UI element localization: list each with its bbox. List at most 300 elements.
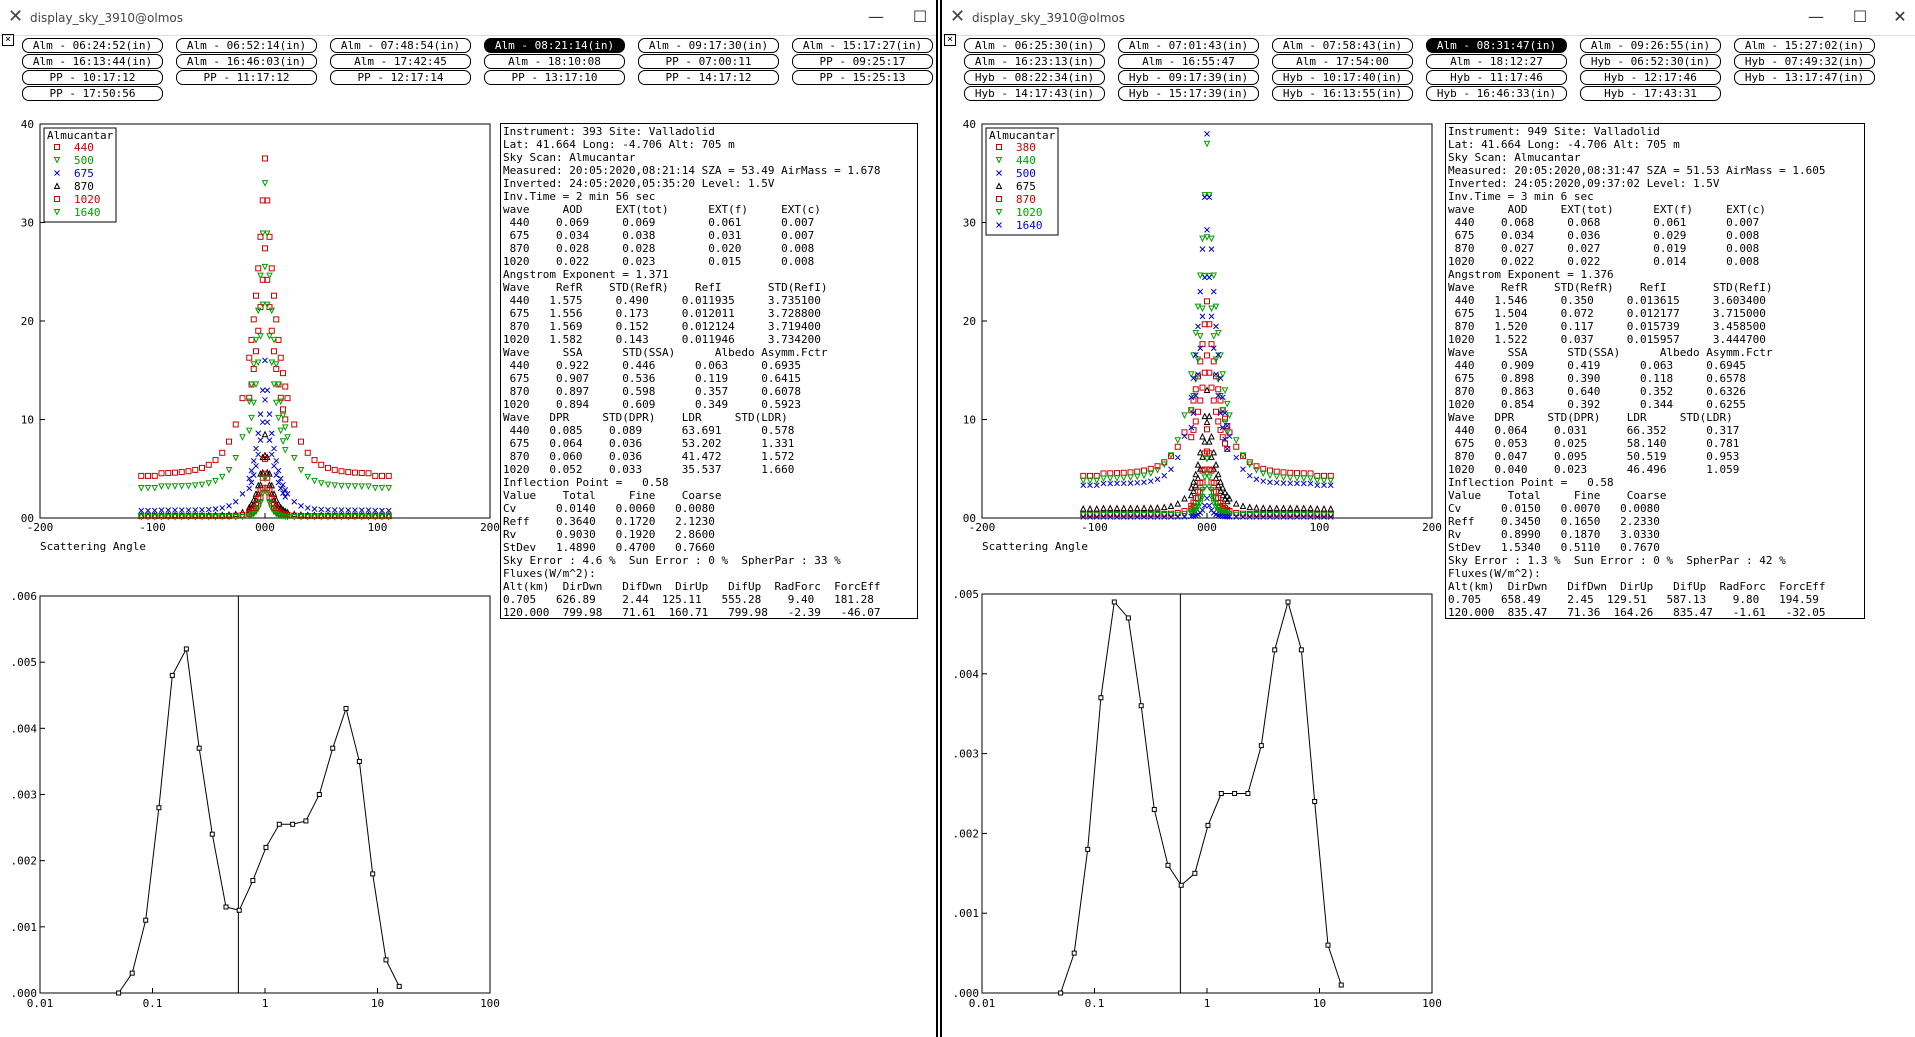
info-line: 675 1.504 0.072 0.012177 3.715000 <box>1448 307 1766 320</box>
scan-button[interactable]: Hyb - 12:17:46 <box>1580 70 1721 85</box>
data-point <box>1169 515 1174 520</box>
data-point <box>1233 792 1237 796</box>
data-point <box>256 266 261 271</box>
data-point <box>1274 506 1279 511</box>
close-corner-icon[interactable]: × <box>2 34 14 46</box>
info-line: Wave RefR STD(RefR) RefI STD(RefI) <box>503 281 828 294</box>
data-point <box>380 486 385 491</box>
data-point <box>263 181 268 186</box>
data-point <box>1175 455 1180 460</box>
data-point <box>1202 195 1207 200</box>
y-tick-label: 40 <box>962 118 976 131</box>
data-point <box>213 478 218 483</box>
info-line: 1020 1.582 0.143 0.011946 3.734200 <box>503 333 821 346</box>
legend-entry: 380 <box>1016 141 1036 154</box>
series-500 <box>139 181 392 491</box>
data-point <box>1214 409 1219 414</box>
data-point <box>1308 506 1313 511</box>
data-point <box>331 746 335 750</box>
data-point <box>263 264 268 269</box>
data-point <box>1207 439 1212 444</box>
data-point <box>1121 481 1126 486</box>
data-point <box>1081 506 1086 511</box>
data-point <box>1241 467 1246 472</box>
scan-button[interactable]: PP - 17:50:56 <box>22 86 163 101</box>
scan-button[interactable]: PP - 09:25:17 <box>792 54 933 69</box>
legend-entry: 870 <box>1016 193 1036 206</box>
info-line: Sky Error : 1.3 % Sun Error : 0 % SpherPar : 42 % <box>1448 554 1786 567</box>
y-tick-label: .000 <box>10 987 37 1000</box>
data-point <box>1135 474 1140 479</box>
legend-title: Almucantar <box>989 129 1056 142</box>
data-point <box>159 471 164 476</box>
data-point <box>1295 476 1300 481</box>
scan-button[interactable]: Alm - 16:55:47 <box>1118 54 1259 69</box>
data-point <box>274 458 279 463</box>
titlebar[interactable] <box>0 0 936 36</box>
legend-entry: 1640 <box>74 206 101 219</box>
data-point <box>240 396 245 401</box>
data-point <box>1162 515 1167 520</box>
info-line: Angstrom Exponent = 1.371 <box>503 268 669 281</box>
data-point <box>281 371 286 376</box>
data-point <box>1175 501 1180 506</box>
x11-logo-icon: ✕ <box>8 6 24 27</box>
data-point <box>1308 471 1313 476</box>
data-point <box>263 358 268 363</box>
data-point <box>1101 476 1106 481</box>
data-point <box>1099 696 1103 700</box>
info-line: 870 0.863 0.640 0.352 0.6326 <box>1448 385 1747 398</box>
minimize-icon[interactable]: — <box>1808 7 1824 26</box>
scan-button[interactable]: Hyb - 14:17:43(in) <box>964 86 1105 101</box>
data-point <box>339 469 344 474</box>
sky-radiance-chart <box>942 118 1442 558</box>
info-line: Sky Scan: Almucantar <box>1448 151 1581 164</box>
data-point <box>380 473 385 478</box>
data-point <box>1288 470 1293 475</box>
data-point <box>251 458 256 463</box>
plot-frame <box>40 596 490 993</box>
scan-button[interactable]: Hyb - 17:43:31 <box>1580 86 1721 101</box>
data-point <box>1299 648 1303 652</box>
data-point <box>1261 479 1266 484</box>
scan-button[interactable]: Alm - 16:13:44(in) <box>22 54 163 69</box>
info-line: 440 0.909 0.419 0.063 0.6945 <box>1448 359 1747 372</box>
inversion-info-panel <box>500 123 918 619</box>
info-line: 870 0.027 0.027 0.019 0.008 <box>1448 242 1760 255</box>
data-point <box>1241 503 1246 508</box>
x11-logo-icon: ✕ <box>950 6 966 27</box>
data-point <box>299 503 304 508</box>
x-tick-label: 1 <box>1203 997 1211 1010</box>
data-point <box>233 499 238 504</box>
data-point <box>277 822 281 826</box>
data-point <box>1225 446 1230 451</box>
info-line: 1020 0.894 0.609 0.349 0.5923 <box>503 398 802 411</box>
data-point <box>312 458 317 463</box>
y-tick-label: 10 <box>962 413 976 427</box>
info-line: 440 0.922 0.446 0.063 0.6935 <box>503 359 802 372</box>
scan-button[interactable]: PP - 07:00:11 <box>638 54 779 69</box>
data-point <box>1207 475 1212 480</box>
data-point <box>1247 505 1252 510</box>
data-point <box>247 428 252 433</box>
scan-button[interactable]: Hyb - 16:13:55(in) <box>1272 86 1413 101</box>
info-line: Wave SSA STD(SSA) Albedo Asymm.Fctr <box>503 346 828 359</box>
data-point <box>117 991 121 995</box>
data-point <box>1196 324 1201 329</box>
info-line: 440 0.069 0.069 0.061 0.007 <box>503 216 815 229</box>
data-point <box>1202 439 1207 444</box>
data-point <box>1281 506 1286 511</box>
data-point <box>1326 943 1330 947</box>
scan-button[interactable]: Alm - 08:21:14(in) <box>484 38 625 53</box>
info-line: 675 1.556 0.173 0.012011 3.728800 <box>503 307 821 320</box>
y-tick-label: 20 <box>20 315 34 328</box>
data-point <box>264 845 268 849</box>
info-line: 1020 0.052 0.033 35.537 1.660 <box>503 463 795 476</box>
sky-radiance-chart <box>0 118 500 558</box>
data-point <box>272 349 277 354</box>
data-point <box>1108 506 1113 511</box>
scan-button[interactable]: Alm - 09:17:30(in) <box>638 38 779 53</box>
scan-button[interactable]: Alm - 16:23:13(in) <box>964 54 1105 69</box>
scan-button[interactable]: PP - 12:17:14 <box>330 70 471 85</box>
data-point <box>166 484 171 489</box>
data-point <box>1209 385 1214 390</box>
titlebar[interactable] <box>942 0 1915 36</box>
data-point <box>152 486 157 491</box>
data-point <box>200 482 205 487</box>
minimize-icon[interactable]: — <box>868 7 884 26</box>
scan-button[interactable]: Hyb - 16:46:33(in) <box>1426 86 1567 101</box>
scan-button[interactable]: Hyb - 07:49:32(in) <box>1734 54 1875 69</box>
data-point <box>285 396 290 401</box>
info-line: Reff 0.3640 0.1720 2.1230 <box>503 515 715 528</box>
data-point <box>1216 387 1221 392</box>
data-point <box>1115 471 1120 476</box>
data-point <box>144 918 148 922</box>
legend-entry: 1640 <box>1016 219 1043 232</box>
data-point <box>1209 236 1214 241</box>
data-point <box>272 446 277 451</box>
series-1020 <box>139 456 392 518</box>
data-point <box>1135 469 1140 474</box>
scan-button[interactable]: Alm - 16:46:03(in) <box>176 54 317 69</box>
data-point <box>1281 475 1286 480</box>
data-point <box>1234 455 1239 460</box>
data-point <box>258 438 263 443</box>
info-line: 675 0.907 0.536 0.119 0.6415 <box>503 372 802 385</box>
info-line: Inflection Point = 0.58 <box>503 476 669 489</box>
data-point <box>1295 471 1300 476</box>
data-point <box>274 317 279 322</box>
scan-button[interactable]: Alm - 18:12:27 <box>1426 54 1567 69</box>
scan-button[interactable]: Alm - 15:17:27(in) <box>792 38 933 53</box>
window-title: display_sky_3910@olmos <box>972 11 1125 25</box>
data-point <box>1086 847 1090 851</box>
info-line: 870 0.047 0.095 50.519 0.953 <box>1448 450 1740 463</box>
x-tick-label: 0.01 <box>968 997 996 1010</box>
scan-button[interactable]: Alm - 08:31:47(in) <box>1426 38 1567 53</box>
y-tick-label: .003 <box>952 747 979 761</box>
info-line: Wave DPR STD(DPR) LDR STD(LDR) <box>503 411 788 424</box>
y-tick-label: 00 <box>962 512 976 525</box>
data-point <box>256 328 261 333</box>
data-point <box>1288 481 1293 486</box>
data-point <box>1259 744 1263 748</box>
data-point <box>1142 506 1147 511</box>
data-point <box>227 467 232 472</box>
scan-button[interactable]: Hyb - 10:17:40(in) <box>1272 70 1413 85</box>
data-point <box>263 432 268 437</box>
scan-button[interactable]: Alm - 06:52:14(in) <box>176 38 317 53</box>
info-line: 675 0.053 0.025 58.140 0.781 <box>1448 437 1740 450</box>
data-point <box>1216 419 1221 424</box>
data-point <box>1301 471 1306 476</box>
data-point <box>139 473 144 478</box>
info-line: 1020 0.854 0.392 0.344 0.6255 <box>1448 398 1747 411</box>
scan-button[interactable]: Hyb - 08:22:34(in) <box>964 70 1105 85</box>
data-point <box>366 471 371 476</box>
data-point <box>292 422 297 427</box>
data-point <box>260 420 265 425</box>
data-point <box>1121 470 1126 475</box>
data-point <box>1308 476 1313 481</box>
data-point <box>1175 444 1180 449</box>
data-point <box>1214 324 1219 329</box>
data-point <box>269 452 274 457</box>
data-point <box>1135 506 1140 511</box>
data-point <box>258 412 263 417</box>
legend-entry: 870 <box>74 180 94 193</box>
data-point <box>1268 506 1273 511</box>
x-tick-label: -100 <box>139 521 166 534</box>
data-point <box>170 673 174 677</box>
data-point <box>1193 387 1198 392</box>
info-line: Inv.Time = 3 min 6 sec <box>1448 190 1594 203</box>
scan-button[interactable]: Alm - 17:42:45 <box>330 54 471 69</box>
data-point <box>1234 444 1239 449</box>
y-tick-label: .001 <box>952 907 979 921</box>
legend-entry: 675 <box>74 167 94 180</box>
data-point <box>1225 401 1230 406</box>
maximize-icon[interactable]: ☐ <box>912 7 928 26</box>
y-tick-label: .003 <box>10 788 37 802</box>
data-point <box>1142 473 1147 478</box>
x-tick-label: 100 <box>367 521 388 534</box>
y-tick-label: .004 <box>10 722 37 736</box>
data-point <box>260 231 265 236</box>
data-point <box>1182 514 1187 519</box>
info-line: Measured: 20:05:2020,08:21:14 SZA = 53.49 AirMass = 1.678 <box>503 164 881 177</box>
y-tick-label: .004 <box>952 667 979 681</box>
data-point <box>1301 476 1306 481</box>
data-point <box>206 481 211 486</box>
data-point <box>1200 385 1205 390</box>
legend-entry: 675 <box>1016 180 1036 193</box>
data-point <box>193 467 198 472</box>
scan-button[interactable]: Alm - 18:10:08 <box>484 54 625 69</box>
data-point <box>326 465 331 470</box>
data-point <box>353 470 358 475</box>
y-tick-label: .002 <box>952 827 979 841</box>
data-point <box>1205 299 1210 304</box>
data-point <box>1162 505 1167 510</box>
info-line: Rv 0.9030 0.1920 2.8600 <box>503 528 715 541</box>
scan-button[interactable]: Hyb - 09:17:39(in) <box>1118 70 1259 85</box>
scan-button[interactable]: Hyb - 06:52:30(in) <box>1580 54 1721 69</box>
size-distribution-chart <box>0 590 500 1015</box>
data-point <box>139 486 144 491</box>
data-point <box>256 452 261 457</box>
data-point <box>173 470 178 475</box>
data-point <box>1254 505 1259 510</box>
legend-entry: 440 <box>1016 154 1036 167</box>
y-tick-label: 10 <box>20 413 34 427</box>
scan-button[interactable]: PP - 11:17:12 <box>176 70 317 85</box>
scan-button[interactable]: Alm - 06:24:52(in) <box>22 38 163 53</box>
scan-button[interactable]: PP - 14:17:12 <box>638 70 779 85</box>
info-line: 1020 0.022 0.022 0.014 0.008 <box>1448 255 1760 268</box>
info-line: 440 0.064 0.031 66.352 0.317 <box>1448 424 1740 437</box>
x-tick-label: 1 <box>261 997 269 1010</box>
data-point <box>1193 331 1198 336</box>
data-point <box>267 438 272 443</box>
legend-entry: 500 <box>74 154 94 167</box>
scan-button[interactable]: Hyb - 15:17:39(in) <box>1118 86 1259 101</box>
data-point <box>1182 413 1187 418</box>
info-line: Fluxes(W/m^2): <box>1448 567 1541 580</box>
data-point <box>359 470 364 475</box>
scan-button[interactable]: Alm - 09:26:55(in) <box>1580 38 1721 53</box>
data-point <box>1209 247 1214 252</box>
data-point <box>193 483 198 488</box>
data-point <box>1209 306 1214 311</box>
scan-button[interactable]: Alm - 17:54:00 <box>1272 54 1413 69</box>
data-point <box>373 473 378 478</box>
data-point <box>1088 506 1093 511</box>
data-point <box>1200 434 1205 439</box>
data-point <box>1205 235 1210 240</box>
data-point <box>299 467 304 472</box>
scan-button[interactable]: Alm - 07:01:43(in) <box>1118 38 1259 53</box>
data-point <box>1295 506 1300 511</box>
data-point <box>1214 304 1219 309</box>
data-point <box>227 439 232 444</box>
scan-button[interactable]: PP - 10:17:12 <box>22 70 163 85</box>
scan-button[interactable]: PP - 15:25:13 <box>792 70 933 85</box>
data-point <box>1182 496 1187 501</box>
data-point <box>1200 236 1205 241</box>
info-line: 870 1.520 0.117 0.015739 3.458500 <box>1448 320 1766 333</box>
data-point <box>332 483 337 488</box>
data-point <box>213 506 218 511</box>
legend <box>986 128 1058 235</box>
data-point <box>276 337 281 342</box>
data-point <box>1315 506 1320 511</box>
data-point <box>346 484 351 489</box>
info-line: Fluxes(W/m^2): <box>503 567 596 580</box>
info-line: 0.705 626.89 2.44 125.11 555.28 9.40 181.28 <box>503 593 874 606</box>
data-point <box>339 483 344 488</box>
data-point <box>1254 515 1259 520</box>
data-point <box>1135 480 1140 485</box>
info-line: 440 1.546 0.350 0.013615 3.603400 <box>1448 294 1766 307</box>
info-line: Wave RefR STD(RefR) RefI STD(RefI) <box>1448 281 1773 294</box>
data-point <box>1211 289 1216 294</box>
info-line: 120.000 799.98 71.61 160.71 799.98 -2.39 -46.07 <box>503 606 881 619</box>
data-point <box>1216 331 1221 336</box>
y-tick-label: .001 <box>10 920 37 934</box>
scan-button[interactable]: PP - 13:17:10 <box>484 70 625 85</box>
scan-button[interactable]: Hyb - 13:17:47(in) <box>1734 70 1875 85</box>
close-corner-icon[interactable]: × <box>944 34 956 46</box>
data-point <box>1209 314 1214 319</box>
data-point <box>1268 473 1273 478</box>
x-tick-label: 0.1 <box>1084 997 1105 1010</box>
data-point <box>366 484 371 489</box>
scan-button[interactable]: Alm - 06:25:30(in) <box>964 38 1105 53</box>
info-line: 870 1.569 0.152 0.012124 3.719400 <box>503 320 821 333</box>
data-point <box>184 647 188 651</box>
scan-button[interactable]: Hyb - 11:17:46 <box>1426 70 1567 85</box>
data-point <box>278 399 283 404</box>
data-point <box>1175 438 1180 443</box>
data-point <box>1234 438 1239 443</box>
data-point <box>197 746 201 750</box>
info-line: Inverted: 24:05:2020,05:35:20 Level: 1.5V <box>503 177 775 190</box>
info-line: StDev 1.5340 0.5110 0.7670 <box>1448 541 1660 554</box>
data-point <box>305 505 310 510</box>
data-point <box>251 400 256 405</box>
data-point <box>1268 480 1273 485</box>
scan-button[interactable]: Alm - 07:48:54(in) <box>330 38 471 53</box>
data-point <box>292 499 297 504</box>
data-point <box>146 473 151 478</box>
close-icon[interactable]: ✕ <box>1893 7 1907 26</box>
scan-button[interactable]: Alm - 15:27:02(in) <box>1734 38 1875 53</box>
maximize-icon[interactable]: ☐ <box>1852 7 1868 26</box>
data-point <box>1223 388 1228 393</box>
data-point <box>269 328 274 333</box>
data-point <box>283 384 288 389</box>
data-point <box>210 832 214 836</box>
data-point <box>312 506 317 511</box>
data-point <box>1112 600 1116 604</box>
data-point <box>1205 427 1210 432</box>
data-point <box>186 469 191 474</box>
data-point <box>1155 477 1160 482</box>
y-tick-label: 20 <box>962 315 976 328</box>
scan-button[interactable]: Alm - 07:58:43(in) <box>1272 38 1413 53</box>
data-point <box>1205 456 1210 461</box>
legend-title: Almucantar <box>47 129 114 142</box>
info-line: 0.705 658.49 2.45 129.51 587.13 9.80 194.59 <box>1448 593 1819 606</box>
data-point <box>1128 475 1133 480</box>
info-line: Angstrom Exponent = 1.376 <box>1448 268 1614 281</box>
info-line: Alt(km) DirDwn DifDwn DirUp DifUp RadForc ForcEff <box>1448 580 1826 593</box>
data-point <box>344 706 348 710</box>
x-tick-label: -200 <box>26 521 54 534</box>
data-point <box>251 362 256 367</box>
data-point <box>1126 616 1130 620</box>
data-point <box>272 293 277 298</box>
data-point <box>1094 506 1099 511</box>
data-point <box>1128 506 1133 511</box>
data-point <box>1115 476 1120 481</box>
